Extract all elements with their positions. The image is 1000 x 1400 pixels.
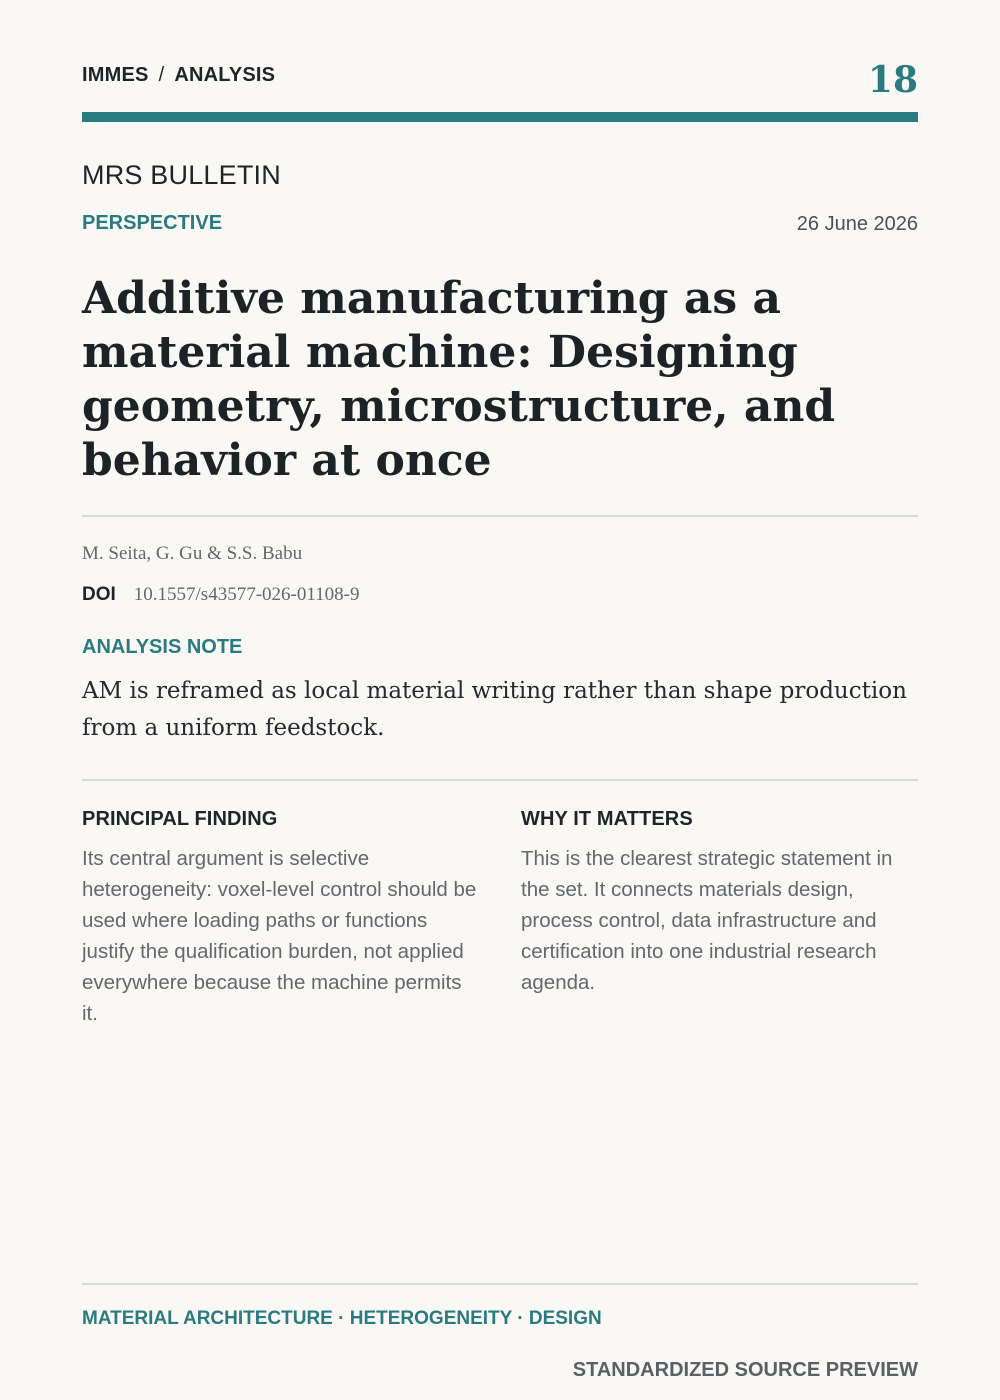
doi-label: DOI — [82, 584, 116, 605]
journal-name: MRS BULLETIN — [82, 160, 281, 190]
analysis-note-heading: ANALYSIS NOTE — [82, 636, 243, 658]
analysis-note-text: AM is reframed as local material writing rather than shape production from a uniform feedstock. — [82, 678, 907, 741]
authors: M. Seita, G. Gu & S.S. Babu — [82, 543, 303, 564]
principal-finding-text: Its central argument is selective heterogeneity: voxel-level control should be used where loading paths or functions justify the qualification burden, not applied everywhere because the machine permits it. — [82, 847, 477, 1025]
section-name: ANALYSIS — [174, 64, 276, 86]
running-header — [82, 58, 918, 108]
why-it-matters-heading: WHY IT MATTERS — [521, 808, 693, 830]
why-it-matters-section — [521, 808, 921, 998]
doi-value[interactable]: 10.1557/s43577-026-01108-9 — [133, 584, 360, 605]
doi-row — [82, 584, 359, 606]
divider — [82, 1283, 918, 1285]
divider — [82, 779, 918, 781]
keywords: MATERIAL ARCHITECTURE · HETEROGENEITY · DESIGN — [82, 1308, 602, 1329]
document-page — [82, 0, 918, 1400]
publisher-name: IMMES — [82, 64, 149, 86]
breadcrumb-separator: / — [158, 64, 165, 86]
accent-rule — [82, 112, 918, 122]
publication-date: 26 June 2026 — [796, 213, 918, 235]
article-type: PERSPECTIVE — [82, 212, 223, 234]
why-it-matters-text: This is the clearest strategic statement in the set. It connects materials design, process control, data infrastructure and certification into one industrial research agenda. — [521, 847, 893, 994]
footer-label: STANDARDIZED SOURCE PREVIEW — [572, 1359, 918, 1381]
principal-finding-section — [82, 808, 482, 1029]
divider — [82, 515, 918, 517]
article-title: Additive manufacturing as a material machine: Designing geometry, microstructure, and behavior at once — [82, 273, 836, 486]
page-number: 18 — [867, 59, 918, 101]
breadcrumb — [82, 64, 275, 87]
principal-finding-heading: PRINCIPAL FINDING — [82, 808, 278, 830]
